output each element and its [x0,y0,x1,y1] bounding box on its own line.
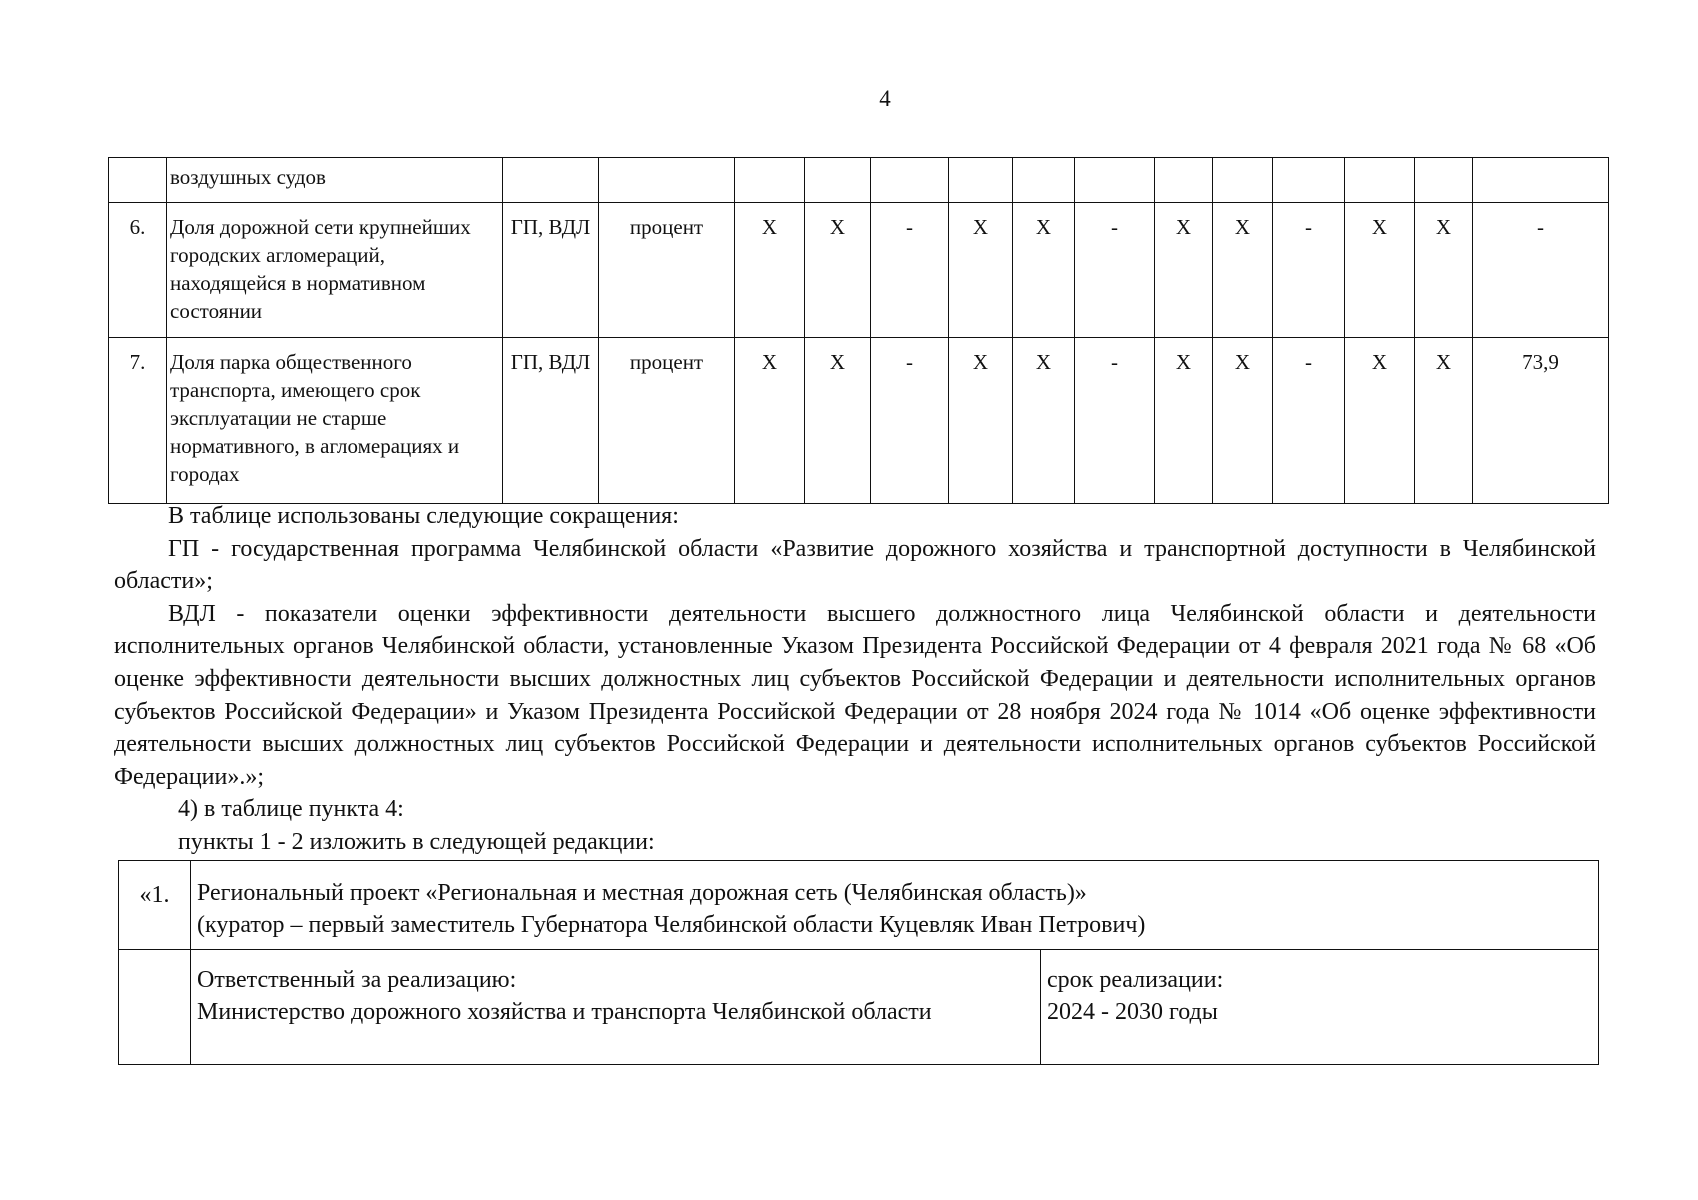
responsible-value: Министерство дорожного хозяйства и транспорта Челябинской области [197,999,932,1025]
row-number: 6. [109,203,167,338]
value-cell [735,158,805,203]
value-cell: - [871,203,949,338]
project-title-cell [191,861,1599,950]
value-cell [871,158,949,203]
term-label: срок реализации: [1047,967,1224,993]
indicator-unit [599,158,735,203]
indicators-table [108,157,1609,504]
indicator-unit: процент [599,338,735,504]
value-cell [1075,158,1155,203]
value-cell [1213,158,1273,203]
abbreviations-section [114,500,1596,859]
value-cell [1273,158,1345,203]
table-row [109,203,1609,338]
indicator-name: воздушных судов [167,158,503,203]
value-cell: - [1075,203,1155,338]
value-cell: X [1415,203,1473,338]
value-cell: X [1345,338,1415,504]
table-row [109,158,1609,203]
value-cell [1155,158,1213,203]
value-cell: X [805,203,871,338]
value-cell [1013,158,1075,203]
amendment-points: пункты 1 - 2 изложить в следующей редакции: [178,828,655,855]
responsible-cell [191,950,1041,1065]
amendment-item-4: 4) в таблице пункта 4: [178,796,404,823]
value-cell: X [1213,203,1273,338]
abbreviations-intro: В таблице использованы следующие сокращения: [168,503,679,529]
empty-cell [119,950,191,1065]
project-mark: «1. [119,861,191,950]
project-title: Региональный проект «Региональная и местная дорожная сеть (Челябинская область)» [197,880,1087,906]
table-row [109,338,1609,504]
value-cell [949,158,1013,203]
value-cell: X [1013,203,1075,338]
value-cell: X [1013,338,1075,504]
value-cell [805,158,871,203]
value-cell: X [735,203,805,338]
indicator-name: Доля дорожной сети крупнейших городских агломераций, находящейся в нормативном состоянии [167,203,503,338]
indicator-name: Доля парка общественного транспорта, имеющего срок эксплуатации не старше нормативного, в агломерациях и городах [167,338,503,504]
row-number: 7. [109,338,167,504]
responsible-label: Ответственный за реализацию: [197,967,517,993]
project-row [119,861,1599,950]
project-table [118,860,1599,1065]
abbreviation-vdl: ВДЛ - показатели оценки эффективности деятельности высшего должностного лица Челябинской области и деятельности исполнительных органов Челябинской области, установленные Указом Президента Российской Федерации от 4 февраля 2021 года № 68 «Об оценке эффективности деятельности высших должностных лиц субъектов Российской Федерации и деятельности исполнительных органов субъектов Российской Федерации» и Указом Президента Российской Федерации от 28 ноября 2024 года № 1014 «Об оценке эффективности деятельности высших должностных лиц субъектов Российской Федерации и деятельности исполнительных органов субъектов Российской Федерации».»; [114,600,1596,790]
value-cell: 73,9 [1473,338,1609,504]
row-number [109,158,167,203]
value-cell: X [1155,338,1213,504]
value-cell: X [1345,203,1415,338]
value-cell: - [871,338,949,504]
term-cell [1041,950,1599,1065]
value-cell: - [1273,338,1345,504]
indicator-type: ГП, ВДЛ [503,203,599,338]
value-cell: - [1473,203,1609,338]
value-cell: - [1273,203,1345,338]
project-details-row [119,950,1599,1065]
value-cell: X [949,338,1013,504]
term-value: 2024 - 2030 годы [1047,999,1218,1025]
value-cell [1345,158,1415,203]
value-cell [1473,158,1609,203]
value-cell: X [1415,338,1473,504]
value-cell: X [735,338,805,504]
project-curator: (куратор – первый заместитель Губернатора Челябинской области Куцевляк Иван Петрович) [197,912,1146,938]
indicator-type: ГП, ВДЛ [503,338,599,504]
abbreviation-gp: ГП - государственная программа Челябинской области «Развитие дорожного хозяйства и транспортной доступности в Челябинской области»; [114,535,1596,595]
value-cell: X [1213,338,1273,504]
page-number: 4 [879,86,891,111]
value-cell: X [949,203,1013,338]
value-cell [1415,158,1473,203]
value-cell: - [1075,338,1155,504]
indicator-type [503,158,599,203]
value-cell: X [805,338,871,504]
indicator-unit: процент [599,203,735,338]
value-cell: X [1155,203,1213,338]
